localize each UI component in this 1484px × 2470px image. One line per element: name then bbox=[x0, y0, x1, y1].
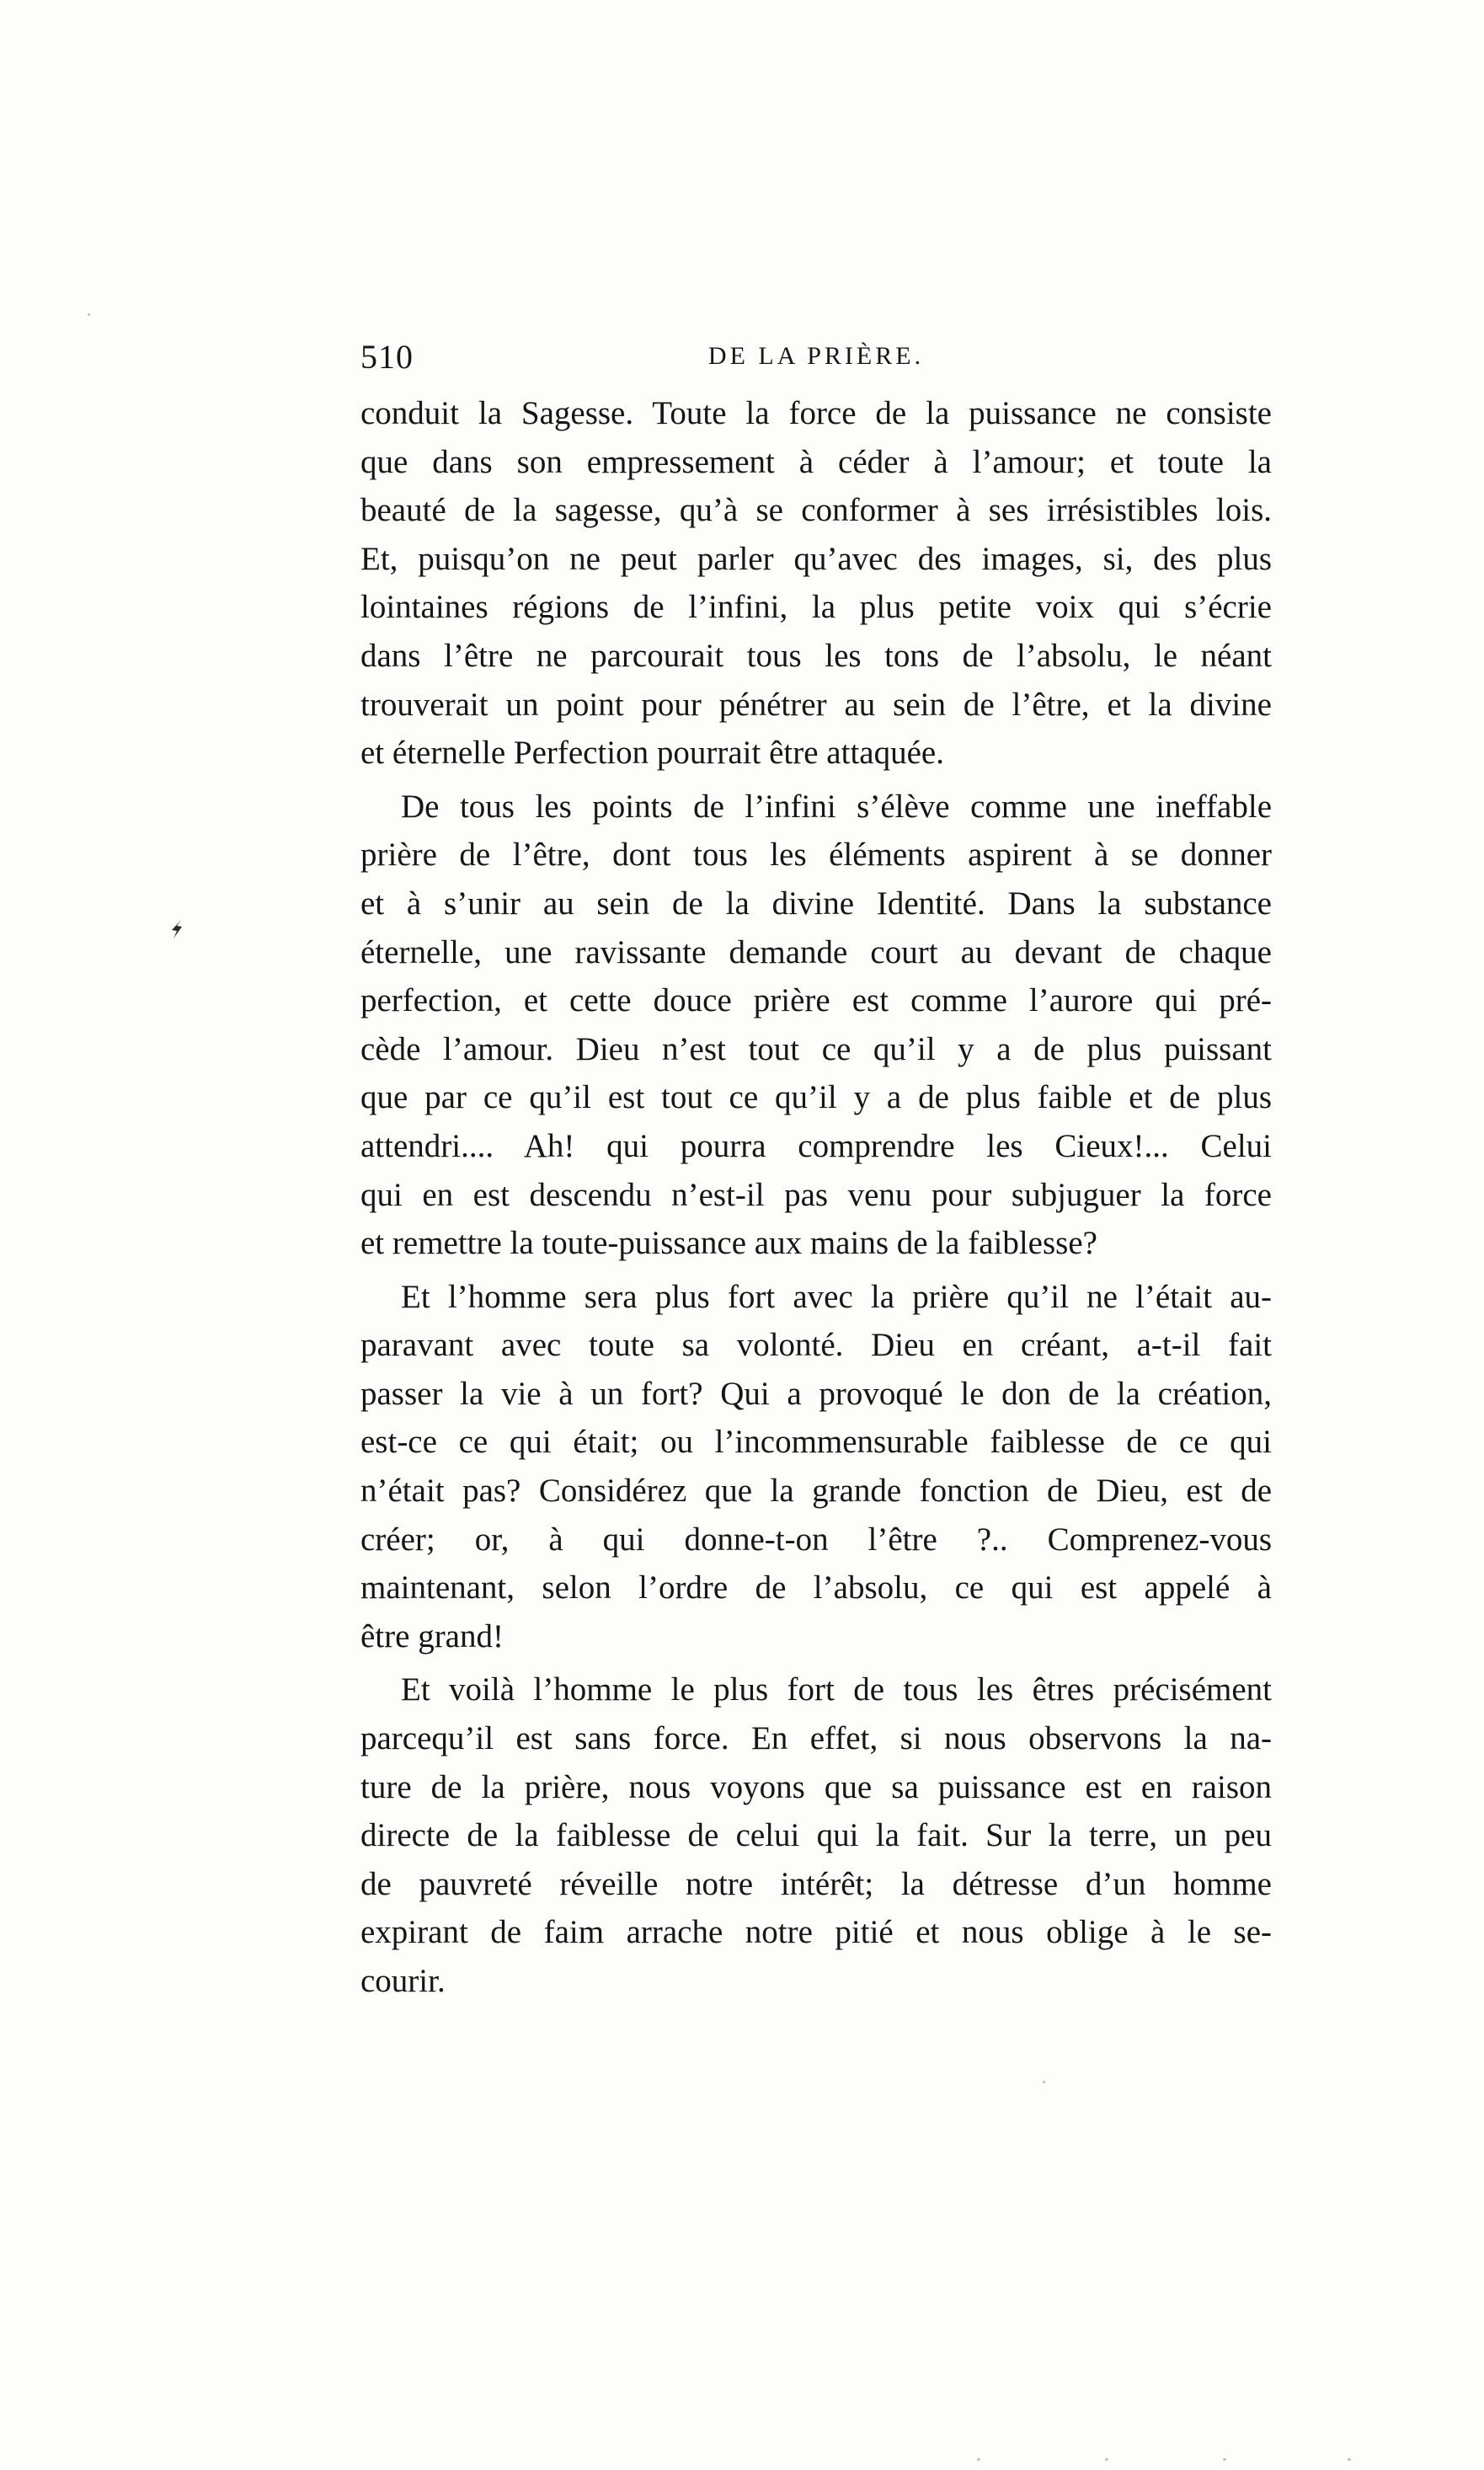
text-line: de pauvreté réveille notre intérêt; la détresse d’un homme bbox=[360, 1865, 1272, 1902]
text-line: attendri.... Ah! qui pourra comprendre les Cieux!... Celui bbox=[360, 1127, 1272, 1164]
text-line: être grand! bbox=[360, 1617, 504, 1655]
text-line: éternelle, une ravissante demande court au devant de chaque bbox=[360, 933, 1272, 970]
text-line: ture de la prière, nous voyons que sa puissance est en raison bbox=[360, 1768, 1272, 1805]
text-line: expirant de faim arrache notre pitié et nous oblige à le se- bbox=[360, 1914, 1272, 1951]
text-line: perfection, et cette douce prière est comme l’aurore qui pré- bbox=[360, 982, 1272, 1019]
text-line: conduit la Sagesse. Toute la force de la puissance ne consiste bbox=[360, 395, 1272, 431]
paragraph bbox=[360, 1665, 1272, 2005]
paper-speck bbox=[1223, 2458, 1226, 2461]
text-line: est-ce ce qui était; ou l’incommensurable faiblesse de ce qui bbox=[360, 1424, 1272, 1461]
paragraph bbox=[360, 783, 1272, 1268]
text-line: que dans son empressement à céder à l’amour; et toute la bbox=[360, 443, 1272, 480]
page-header bbox=[360, 337, 1272, 388]
text-line: que par ce qu’il est tout ce qu’il y a de plus faible et de plus bbox=[360, 1079, 1272, 1116]
text-line: Et l’homme sera plus fort avec la prière qu’il ne l’était au- bbox=[401, 1278, 1272, 1315]
text-line: maintenant, selon l’ordre de l’absolu, ce qui est appelé à bbox=[360, 1569, 1272, 1607]
text-line: prière de l’être, dont tous les éléments aspirent à se donner bbox=[360, 837, 1272, 874]
text-line: et éternelle Perfection pourrait être attaquée. bbox=[360, 735, 944, 772]
paper-speck bbox=[88, 313, 90, 316]
text-line: courir. bbox=[360, 1963, 446, 1999]
text-line: paravant avec toute sa volonté. Dieu en créant, a-t-il fait bbox=[360, 1327, 1272, 1364]
paragraph bbox=[360, 1273, 1272, 1661]
text-line: Et voilà l’homme le plus fort de tous les êtres précisément bbox=[401, 1671, 1272, 1708]
text-line: beauté de la sagesse, qu’à se conformer à ses irrésistibles lois. bbox=[360, 492, 1272, 529]
text-line: qui en est descendu n’est-il pas venu pour subjuguer la force bbox=[360, 1176, 1272, 1213]
text-line: trouverait un point pour pénétrer au sein de l’être, et la divine bbox=[360, 686, 1272, 723]
text-line: et à s’unir au sein de la divine Identité. Dans la substance bbox=[360, 885, 1272, 922]
text-line: passer la vie à un fort? Qui a provoqué le don de la création, bbox=[360, 1375, 1272, 1412]
text-line: lointaines régions de l’infini, la plus petite voix qui s’écrie bbox=[360, 589, 1272, 626]
text-line: et remettre la toute-puissance aux mains de la faiblesse? bbox=[360, 1225, 1097, 1262]
paper-speck bbox=[977, 2458, 980, 2461]
text-line: De tous les points de l’infini s’élève comme une ineffable bbox=[401, 788, 1272, 825]
text-line: cède l’amour. Dieu n’est tout ce qu’il y a de plus puissant bbox=[360, 1030, 1272, 1067]
text-line: dans l’être ne parcourait tous les tons de l’absolu, le néant bbox=[360, 637, 1272, 674]
text-line: créer; or, à qui donne-t-on l’être ?.. Comprenez-vous bbox=[360, 1521, 1272, 1558]
body-text bbox=[360, 389, 1272, 2006]
text-line: directe de la faiblesse de celui qui la fait. Sur la terre, un peu bbox=[360, 1817, 1272, 1854]
text-line: Et, puisqu’on ne peut parler qu’avec des images, si, des plus bbox=[360, 540, 1272, 577]
text-line: parcequ’il est sans force. En effet, si nous observons la na- bbox=[360, 1720, 1272, 1757]
ink-mark-icon bbox=[168, 918, 184, 940]
page-number: 510 bbox=[360, 338, 414, 376]
paper-speck bbox=[1043, 2081, 1045, 2083]
paper-speck bbox=[1348, 2458, 1351, 2461]
paper-speck bbox=[1105, 2458, 1108, 2461]
text-line: n’était pas? Considérez que la grande fonction de Dieu, est de bbox=[360, 1473, 1272, 1510]
running-head: DE LA PRIÈRE. bbox=[707, 342, 925, 370]
paragraph bbox=[360, 389, 1272, 778]
